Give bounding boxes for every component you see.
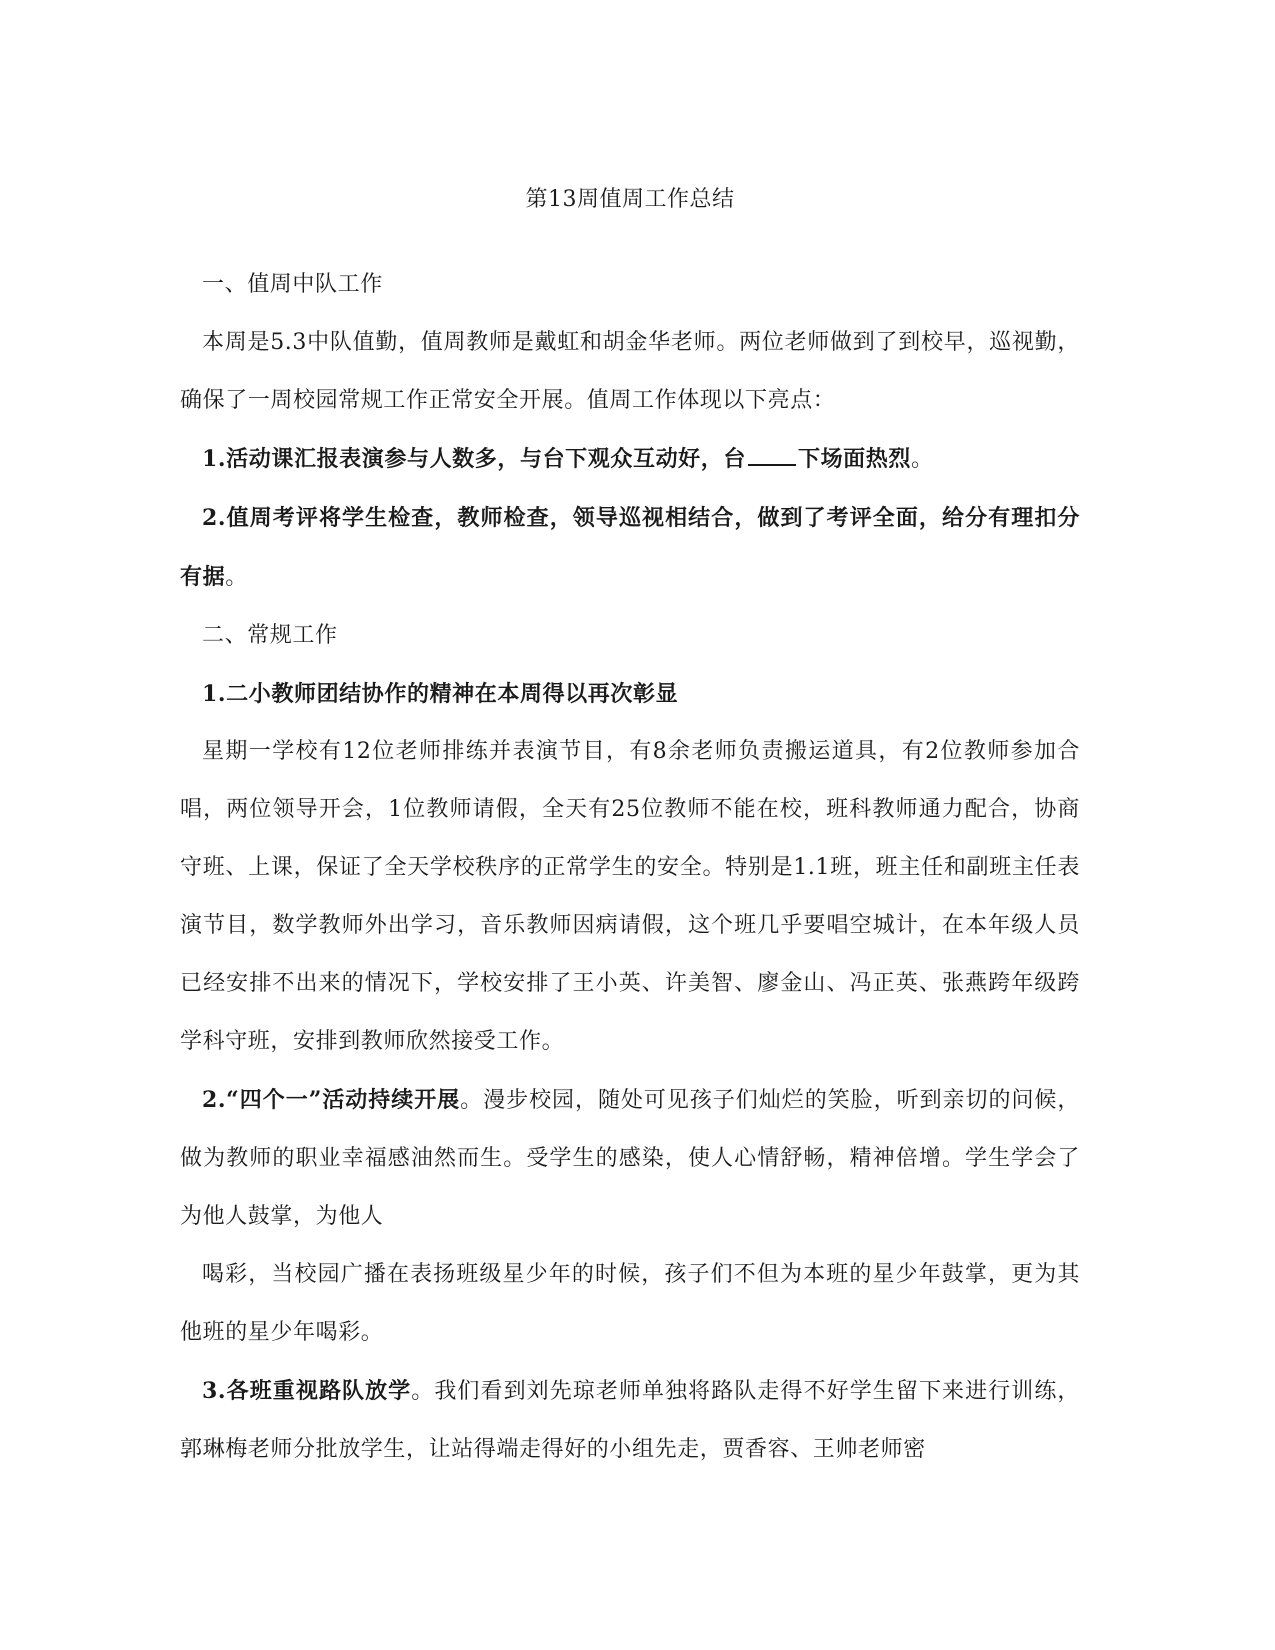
section2-heading: 二、常规工作 xyxy=(202,623,338,648)
section2-item3-heading: 3.各班重视路队放学 xyxy=(202,1378,412,1404)
section2-item3 xyxy=(180,1362,1080,1479)
fill-blank xyxy=(748,446,796,466)
section2-item1-body: 星期一学校有12位老师排练并表演节目，有8余老师负责搬运道具，有2位教师参加合唱，两位领导开会，1位教师请假，全天有25位教师不能在校，班科教师通力配合，协商守班、上课，保证了全天学校秩序的正常学生的安全。特别是1.1班，班主任和副班主任表演节目，数学教师外出学习，音乐教师因病请假，这个班几乎要唱空城计，在本年级人员已经安排不出来的情况下，学校安排了王小英、许美智、廖金山、冯正英、张燕跨年级跨学科守班，安排到教师欣然接受工作。 xyxy=(180,739,1080,1054)
section1-heading: 一、值周中队工作 xyxy=(202,272,383,297)
section2-item1-heading: 1.二小教师团结协作的精神在本周得以再次彰显 xyxy=(202,681,679,707)
section2-item2-body: 。漫步校园，随处可见孩子们灿烂的笑脸，听到亲切的问候，做为教师的职业幸福感油然而生。受学生的感染，使人心情舒畅，精神倍增。学生学会了为他人鼓掌，为他人 xyxy=(180,1088,1080,1229)
section2-item2 xyxy=(180,1071,1080,1246)
section1-point2 xyxy=(180,489,1080,607)
section1-intro: 本周是5.3中队值勤，值周教师是戴虹和胡金华老师。两位老师做到了到校早，巡视勤，确保了一周校园常规工作正常安全开展。值周工作体现以下亮点： xyxy=(180,330,1080,413)
page-title: 第13周值周工作总结 xyxy=(525,187,735,212)
document-page xyxy=(180,184,1080,1479)
section1-point1-text-a: 1.活动课汇报表演参与人数多，与台下观众互动好，台 xyxy=(202,446,746,472)
section2-item2-heading: 2.“四个一”活动持续开展 xyxy=(202,1087,461,1113)
section1-point1-end: 。 xyxy=(910,447,934,472)
section1-point2-text: 2.值周考评将学生检查，教师检查，领导巡视相结合，做到了考评全面，给分有理扣分有据 xyxy=(180,505,1080,590)
section1-point1-text-b: 下场面热烈 xyxy=(797,446,911,472)
section1-point2-end: 。 xyxy=(225,565,248,590)
section2-item2-continued: 喝彩，当校园广播在表扬班级星少年的时候，孩子们不但为本班的星少年鼓掌，更为其他班的星少年喝彩。 xyxy=(180,1262,1080,1345)
section1-point1 xyxy=(180,430,1080,489)
section2-item3-body: 。我们看到刘先琼老师单独将路队走得不好学生留下来进行训练，郭琳梅老师分批放学生，让站得端走得好的小组先走，贾香容、王帅老师密 xyxy=(180,1379,1081,1462)
